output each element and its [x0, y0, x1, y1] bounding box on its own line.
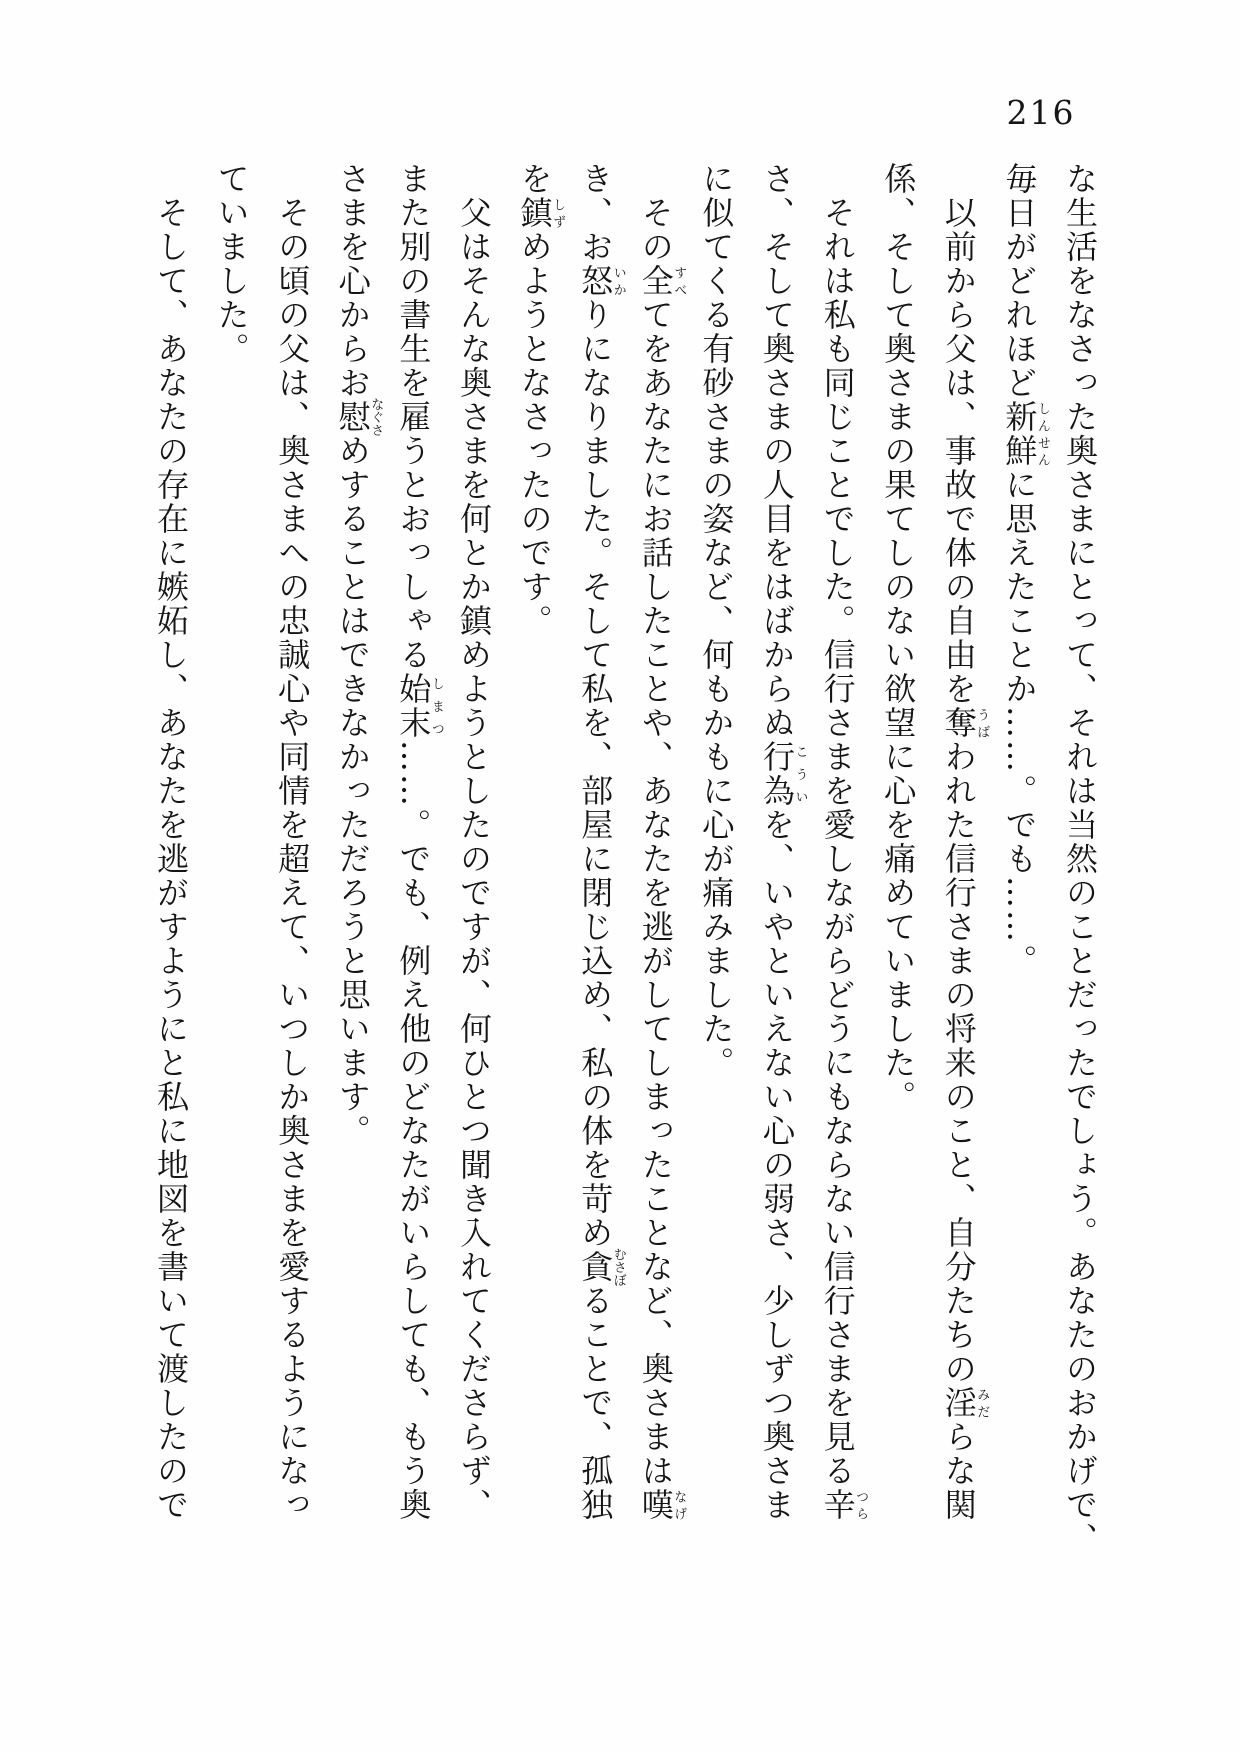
- text-column-7: に似てくる有砂さまの姿など、何もかもに心が痛みました。: [697, 162, 736, 1080]
- text-column-3: 以前から父は、事故で体の自由を奪うばわれた信行さまの将来のこと、自分たちの淫みだらな関: [939, 196, 990, 1522]
- ruby-annotated-text: 鎮しず: [515, 196, 566, 230]
- text-column-10: を鎮しずめようとなさったのです。: [515, 162, 566, 638]
- text-column-5: それは私も同じことでした。信行さまを愛しながらどうにもならない信行さまを見る辛つら: [818, 196, 869, 1522]
- furigana: うば: [974, 706, 990, 740]
- ruby-annotated-text: 始末しまつ: [394, 672, 444, 740]
- ruby-annotated-text: 奪うば: [939, 706, 990, 740]
- furigana: なぐさ: [368, 397, 384, 437]
- ruby-annotated-text: 嘆なげ: [636, 1488, 687, 1522]
- furigana: つら: [853, 1488, 869, 1522]
- text-column-14: その頃の父は、奥さまへの忠誠心や同情を超えて、いつしか奥さまを愛するようになっ: [273, 196, 312, 1522]
- furigana: すべ: [671, 264, 687, 298]
- text-column-16: そして、あなたの存在に嫉妬し、あなたを逃がすようにと私に地図を書いて渡したので: [152, 196, 190, 1522]
- furigana: むさぼ: [610, 1247, 626, 1287]
- text-column-13: さまを心からお慰なぐさめすることはできなかっただろうと思います。: [333, 162, 384, 1148]
- text-column-4: 係、そして奥さまの果てしのない欲望に心を痛めていました。: [879, 162, 918, 1114]
- text-column-6: さ、そして奥さまの人目をはばからぬ行為こういを、いやといえない心の弱さ、少しずつ奥さま: [758, 162, 808, 1522]
- ruby-annotated-text: 慰なぐさ: [333, 397, 384, 437]
- furigana: しんせん: [1034, 400, 1050, 468]
- furigana: しず: [550, 196, 566, 230]
- furigana: いか: [610, 264, 626, 298]
- text-column-9: き、お怒いかりになりました。そして私を、部屋に閉じ込め、私の体を苛め貪むさぼることで、孤独: [576, 162, 626, 1522]
- ruby-annotated-text: 怒いか: [576, 264, 626, 298]
- text-column-2: 毎日がどれほど新鮮しんせんに思えたことか……。でも……。: [1000, 162, 1050, 978]
- text-column-8: その全すべてをあなたにお話したことや、あなたを逃がしてしまったことなど、奥さまは嘆なげ: [636, 196, 687, 1522]
- furigana: なげ: [671, 1488, 687, 1522]
- ruby-annotated-text: 全すべ: [636, 264, 687, 298]
- text-column-12: また別の書生を雇うとおっしゃる始末しまつ……。でも、例え他のどなたがいらしても、もう奥: [394, 162, 444, 1522]
- furigana: しまつ: [428, 672, 444, 740]
- text-column-1: な生活をなさった奥さまにとって、それは当然のことだったでしょう。あなたのおかげで、: [1061, 162, 1099, 1556]
- furigana: こうい: [792, 740, 808, 808]
- text-column-15: ていました。: [212, 162, 251, 366]
- furigana: みだ: [974, 1386, 990, 1420]
- ruby-annotated-text: 淫みだ: [939, 1386, 990, 1420]
- ruby-annotated-text: 貪むさぼ: [576, 1247, 626, 1287]
- text-column-11: 父はそんな奥さまを何とか鎮めようとしたのですが、何ひとつ聞き入れてくださらず、: [455, 196, 493, 1522]
- page-number: 216: [1006, 93, 1076, 132]
- ruby-annotated-text: 辛つら: [818, 1488, 869, 1522]
- ruby-annotated-text: 行為こうい: [758, 740, 808, 808]
- ruby-annotated-text: 新鮮しんせん: [1000, 400, 1050, 468]
